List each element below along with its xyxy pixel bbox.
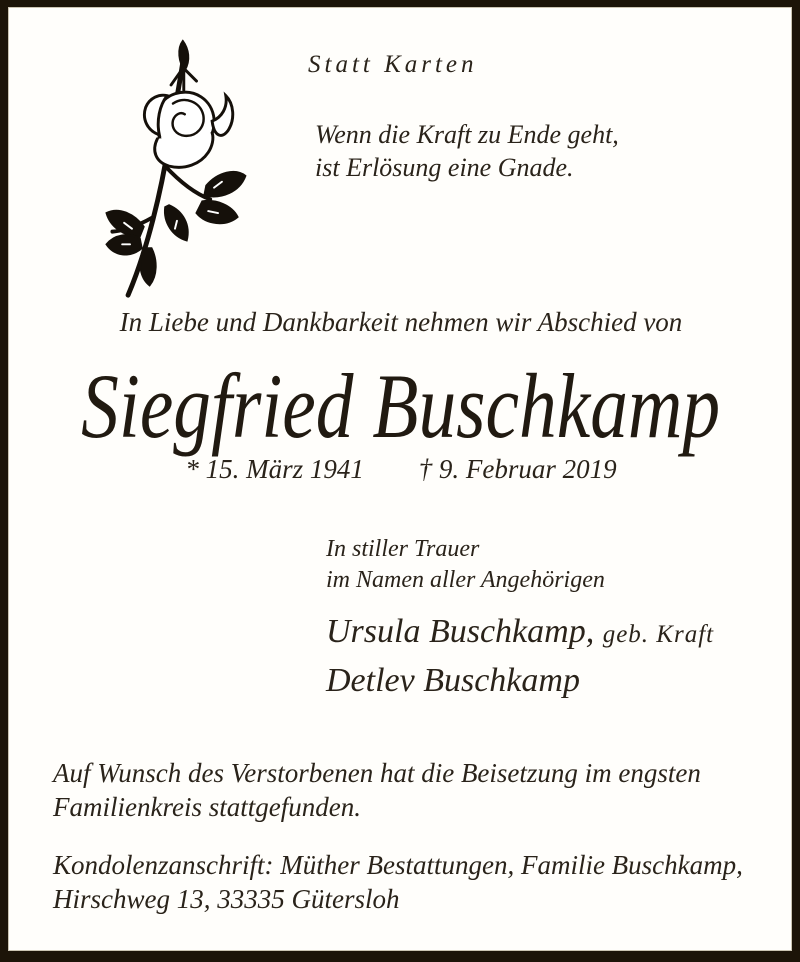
farewell-intro: In Liebe und Dankbarkeit nehmen wir Abschied von — [119, 307, 683, 337]
birth-date: * 15. März 1941 — [185, 454, 364, 484]
burial-notice — [53, 756, 701, 824]
deceased-name — [9, 356, 793, 456]
mourning-block — [326, 534, 714, 704]
mourner-1-name: Ursula Buschkamp, — [326, 613, 595, 650]
burial-notice-line-2: Familienkreis stattgefunden. — [53, 792, 361, 822]
verse-line-2: ist Erlösung eine Gnade. — [315, 153, 574, 182]
mourning-line-1: In stiller Trauer — [326, 536, 480, 562]
mourner-1 — [326, 609, 714, 658]
notice-sheet — [8, 7, 792, 951]
deceased-name-text: Siegfried Buschkamp — [81, 355, 721, 457]
condolence-address — [53, 848, 743, 916]
condolence-line-1: Kondolenzanschrift: Müther Bestattungen, Familie Buschkamp, — [53, 850, 743, 880]
life-dates — [9, 454, 793, 485]
mourner-2-name: Detlev Buschkamp — [326, 662, 580, 699]
mourning-line-2: im Namen aller Angehörigen — [326, 567, 605, 593]
rose-icon — [99, 39, 249, 303]
mourner-2 — [326, 658, 714, 704]
condolence-line-2: Hirschweg 13, 33335 Gütersloh — [53, 884, 400, 914]
mourners-list — [326, 609, 714, 704]
header-statt-karten: Statt Karten — [308, 51, 478, 78]
verse-line-1: Wenn die Kraft zu Ende geht, — [315, 120, 619, 149]
mourner-1-suffix: geb. Kraft — [602, 621, 715, 648]
memorial-verse — [315, 118, 619, 184]
burial-notice-line-1: Auf Wunsch des Verstorbenen hat die Beisetzung im engsten — [53, 758, 701, 788]
death-date: † 9. Februar 2019 — [418, 454, 617, 484]
